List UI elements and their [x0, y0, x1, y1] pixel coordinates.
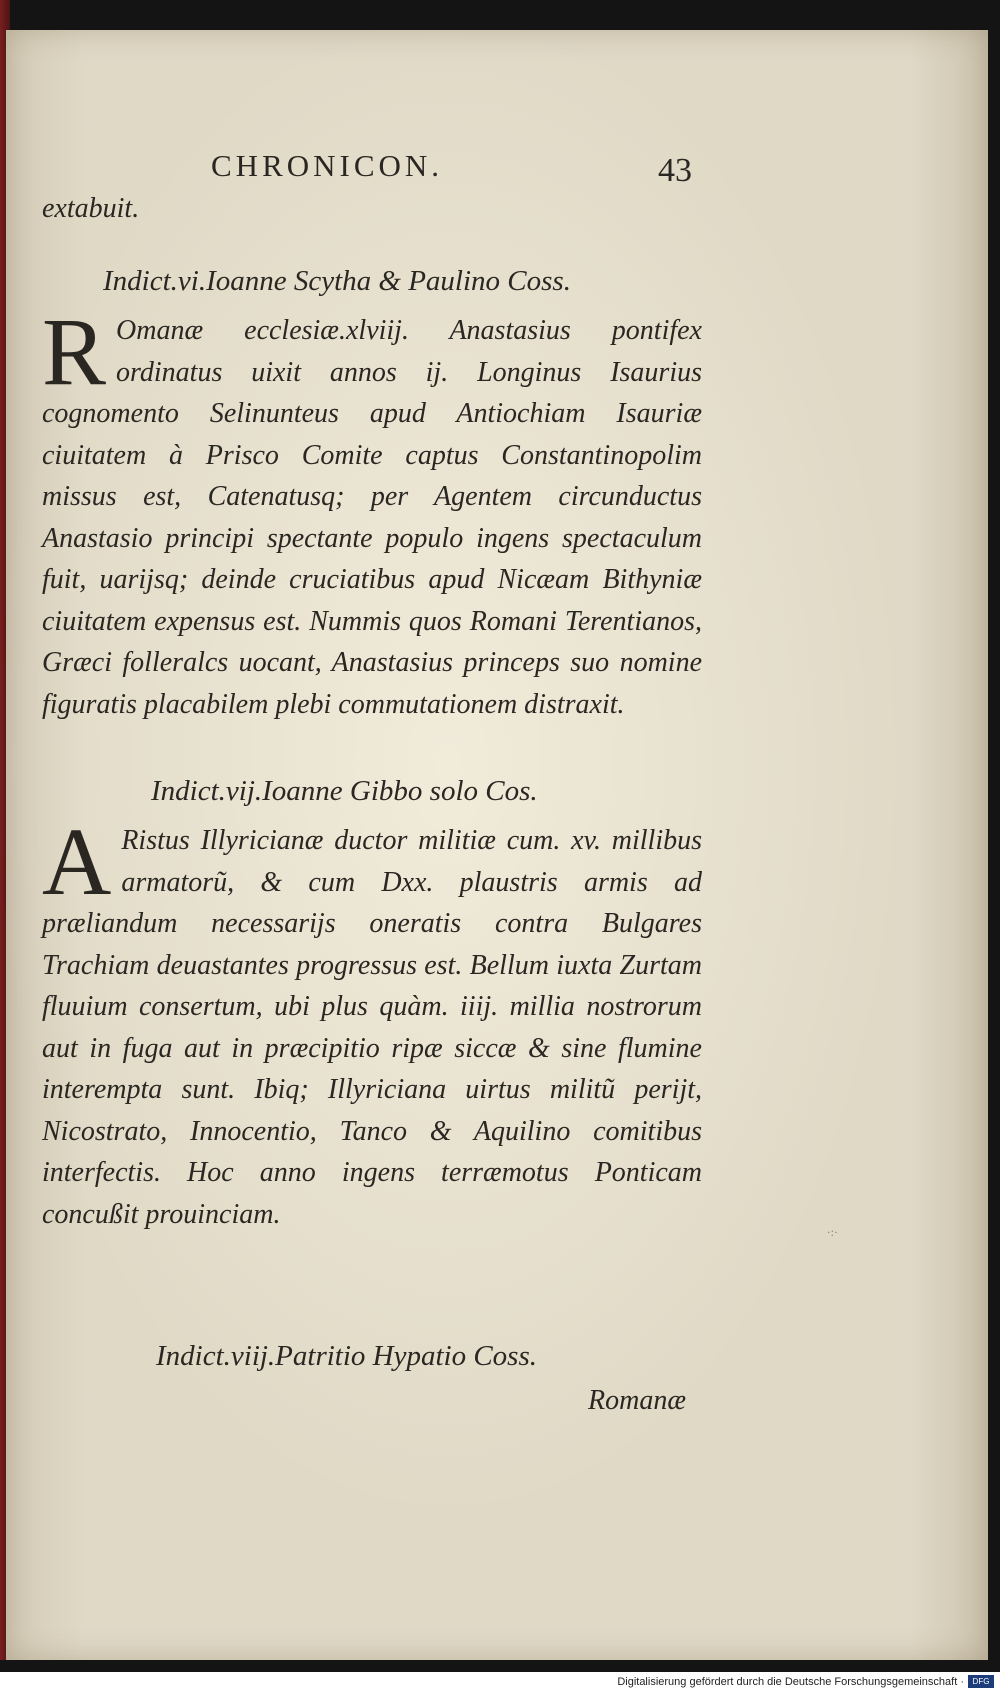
running-head: CHRONICON. [211, 148, 444, 183]
footer-credit: Digitalisierung gefördert durch die Deutsche Forschungsgemeinschaft · [617, 1676, 964, 1688]
drop-cap-1: R [42, 298, 107, 405]
entry-paragraph-1 [42, 298, 702, 725]
entry-heading-1: Indict.vi.Ioanne Scytha & Paulino Coss. [103, 265, 571, 297]
entry-paragraph-2 [42, 808, 702, 1235]
entry-text-1: Omanæ ecclesiæ.xlviij. Anastasius pontifex ordinatus uixit annos ij. Longinus Isaurius cognomento Selinunteus apud Antiochiam Isauriæ ciuitatem à Prisco Comite captus Constantinopolim missus est, Catenatusq; per Agentem circunductus Anastasio principi spectante populo ingens spectaculum fuit, uarijsq; deinde cruciatibus apud Nicæam Bithyniæ ciuitatem expensus est. Nummis quos Romani Terentianos, Græci folleralcs uocant, Anastasius princeps suo nomine figuratis placabilem plebi commutationem distraxit. [42, 315, 702, 720]
ink-stain: ·:· [826, 1225, 838, 1239]
page-number: 43 [658, 152, 692, 189]
catchword: Romanæ [588, 1385, 686, 1416]
book-page [6, 30, 988, 1660]
continuation-text: extabuit. [42, 193, 140, 224]
entry-heading-3: Indict.viij.Patritio Hypatio Coss. [156, 1340, 538, 1372]
entry-heading-2: Indict.vij.Ioanne Gibbo solo Cos. [151, 775, 538, 807]
entry-text-2: Ristus Illyricianæ ductor militiæ cum. xv. millibus armatorũ, & cum Dxx. plaustris armis ad præliandum necessarijs oneratis contra Bulgares Trachiam deuastantes progressus est. Bellum iuxta Zurtam fluuium consertum, ubi plus quàm. iiij. millia nostrorum aut in fuga aut in præcipitio ripæ siccæ & sine flumine interempta sunt. Ibiq; Illyriciana uirtus militũ perijt, Nicostrato, Innocentio, Tanco & Aquilino comitibus interfectis. Hoc anno ingens terræmotus Ponticam concußit prouinciam. [42, 825, 702, 1230]
drop-cap-2: A [42, 808, 112, 915]
dfg-logo-icon: DFG [968, 1675, 994, 1688]
